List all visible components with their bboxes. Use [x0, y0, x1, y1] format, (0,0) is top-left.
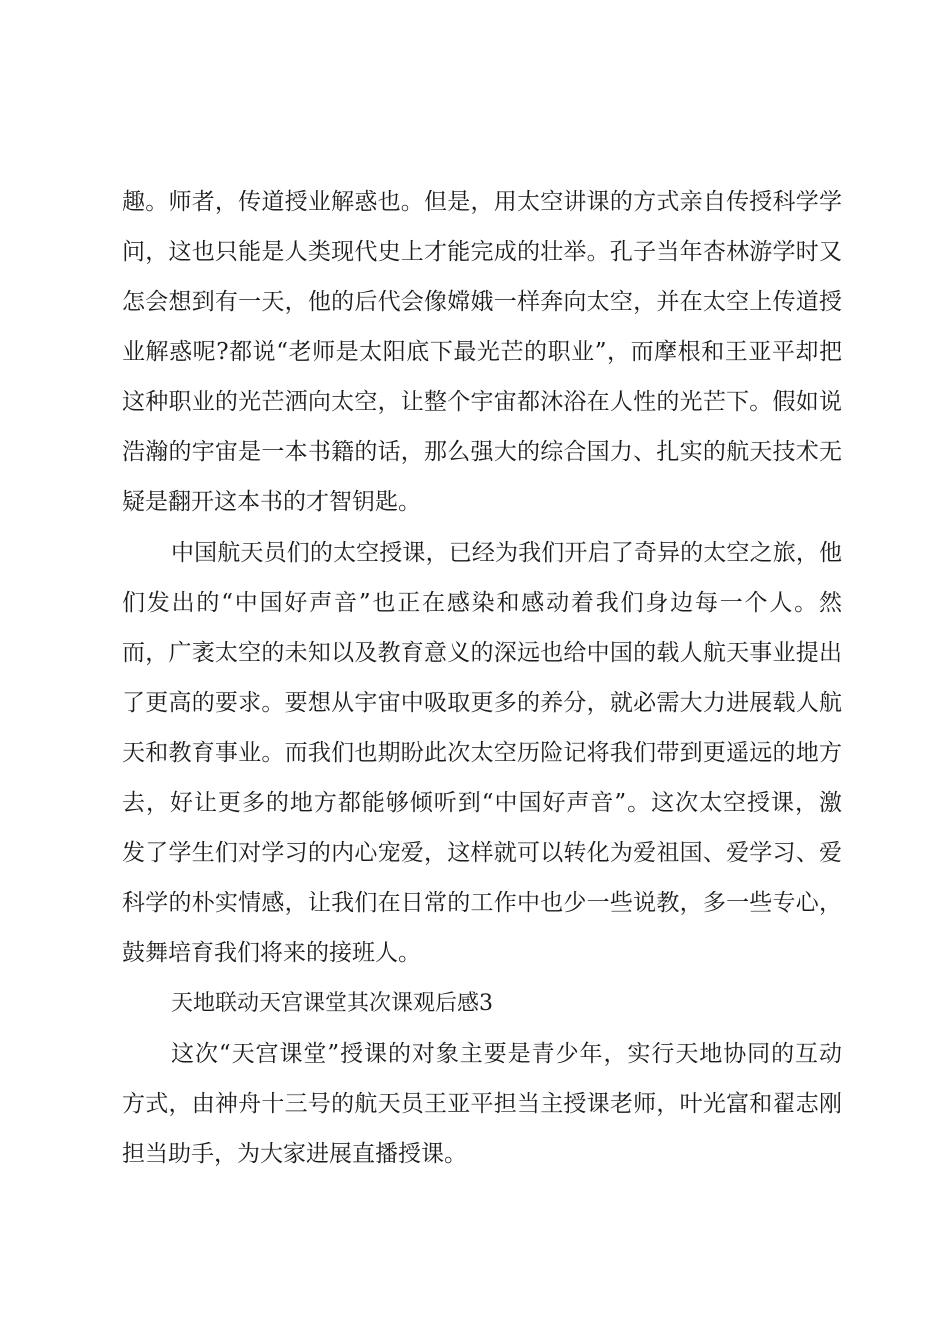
- paragraph-3-line-2: 方式，由神舟十三号的航天员王亚平担当主授课老师，叶光富和翟志刚: [122, 1091, 842, 1117]
- paragraph-1-line-5: 这种职业的光芒洒向太空，让整个宇宙都沐浴在人性的光芒下。假如说: [122, 389, 842, 415]
- paragraph-2-line-1: 中国航天员们的太空授课，已经为我们开启了奇异的太空之旅，他: [171, 540, 842, 566]
- paragraph-1-line-7: 疑是翻开这本书的才智钥匙。: [122, 489, 421, 515]
- paragraph-3-line-1: 这次“天宫课堂”授课的对象主要是青少年，实行天地协同的互动: [171, 1041, 842, 1067]
- paragraph-2-line-3: 而，广袤太空的未知以及教育意义的深远也给中国的载人航天事业提出: [122, 640, 842, 666]
- paragraph-1-line-1: 趣。师者，传道授业解惑也。但是，用太空讲课的方式亲自传授科学学: [122, 189, 842, 215]
- section-heading: 天地联动天宫课堂其次课观后感3: [171, 991, 493, 1016]
- paragraph-3-line-3: 担当助手，为大家进展直播授课。: [122, 1141, 467, 1167]
- paragraph-2-line-6: 去，好让更多的地方都能够倾听到“中国好声音”。这次太空授课，激: [122, 790, 842, 816]
- paragraph-1-line-3: 怎会想到有一天，他的后代会像嫦娥一样奔向太空，并在太空上传道授: [122, 289, 842, 315]
- paragraph-2-line-5: 天和教育事业。而我们也期盼此次太空历险记将我们带到更遥远的地方: [122, 740, 842, 766]
- paragraph-1-line-2: 问，这也只能是人类现代史上才能完成的壮举。孔子当年杏林游学时又: [122, 239, 842, 265]
- paragraph-1-line-6: 浩瀚的宇宙是一本书籍的话，那么强大的综合国力、扎实的航天技术无: [122, 439, 842, 465]
- paragraph-2-line-4: 了更高的要求。要想从宇宙中吸取更多的养分，就必需大力进展载人航: [122, 690, 842, 716]
- paragraph-2-line-9: 鼓舞培育我们将来的接班人。: [122, 940, 421, 966]
- paragraph-2-line-7: 发了学生们对学习的内心宠爱，这样就可以转化为爱祖国、爱学习、爱: [122, 840, 842, 866]
- paragraph-2-line-8: 科学的朴实情感，让我们在日常的工作中也少一些说教，多一些专心，: [122, 890, 842, 916]
- paragraph-1-line-4: 业解惑呢?都说“老师是太阳底下最光芒的职业”，而摩根和王亚平却把: [122, 339, 842, 365]
- paragraph-2-line-2: 们发出的“中国好声音”也正在感染和感动着我们身边每一个人。然: [122, 590, 842, 616]
